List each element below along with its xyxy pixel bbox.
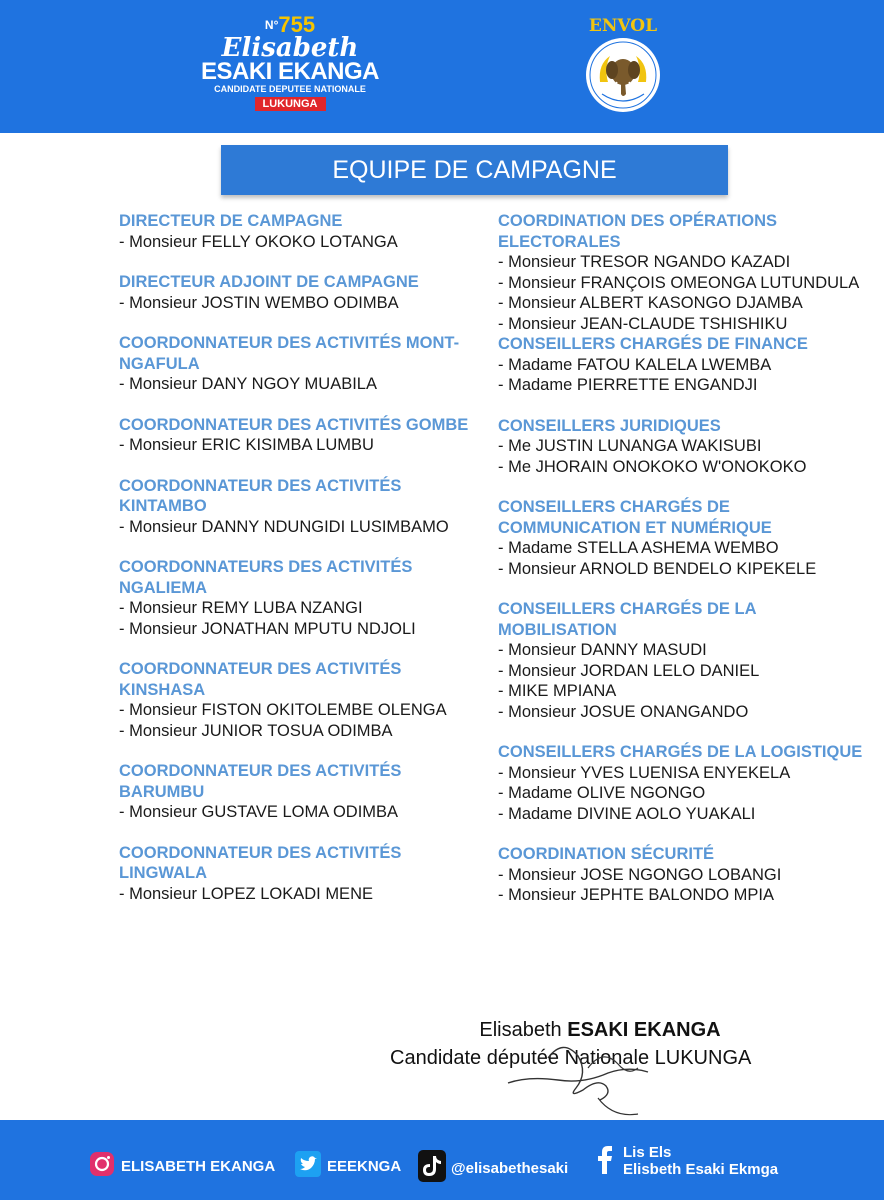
party-name: ENVOL	[588, 16, 658, 36]
member-name: - Madame STELLA ASHEMA WEMBO	[498, 539, 779, 557]
section-title: CONSEILLERS CHARGÉS DE COMMUNICATION ET NUMÉRIQUE	[498, 498, 772, 537]
instagram-icon	[88, 1150, 116, 1182]
signatory-role: Candidate députée Nationale LUKUNGA	[390, 1047, 752, 1069]
section-title: DIRECTEUR ADJOINT DE CAMPAGNE	[119, 273, 419, 291]
member-name: - Monsieur JOSUE ONANGANDO	[498, 702, 749, 721]
facebook-icon	[592, 1144, 618, 1178]
elephant-emblem-icon	[586, 38, 660, 112]
team-section	[498, 497, 868, 579]
section-title: CONSEILLERS CHARGÉS DE FINANCE	[498, 335, 808, 353]
twitter-link[interactable]: EEEKNGA	[294, 1150, 401, 1182]
constituency-badge: LUKUNGA	[255, 97, 326, 111]
member-name: - Monsieur JONATHAN MPUTU NDJOLI	[119, 619, 416, 638]
member-name: - Monsieur JUNIOR TOSUA ODIMBA	[119, 721, 393, 740]
member-name: - Madame PIERRETTE ENGANDJI	[498, 376, 758, 394]
team-section	[119, 761, 479, 823]
handwritten-signature	[488, 1028, 678, 1123]
team-section	[119, 843, 479, 905]
member-name: - MIKE MPIANA	[498, 682, 617, 700]
member-name: - Monsieur GUSTAVE LOMA ODIMBA	[119, 803, 399, 821]
header-banner	[0, 0, 884, 133]
section-title: CONSEILLERS JURIDIQUES	[498, 416, 721, 435]
party-logo	[578, 16, 668, 126]
member-name: - Monsieur JOSE NGONGO LOBANGI	[498, 865, 782, 884]
member-name: - Monsieur ERIC KISIMBA LUMBU	[119, 436, 374, 454]
page-title: EQUIPE DE CAMPAGNE	[221, 145, 728, 195]
team-section	[498, 844, 868, 906]
member-name: - Monsieur FELLY OKOKO LOTANGA	[119, 232, 398, 251]
section-title: COORDONNATEUR DES ACTIVITÉS GOMBE	[119, 415, 469, 434]
member-name: - Monsieur LOPEZ LOKADI MENE	[119, 884, 373, 903]
member-name: - Madame FATOU KALELA LWEMBA	[498, 355, 772, 374]
member-name: - Monsieur FISTON OKITOLEMBE OLENGA	[119, 701, 447, 719]
member-name: - Monsieur TRESOR NGANDO KAZADI	[498, 253, 791, 271]
facebook-link[interactable]: Lis Els Elisbeth Esaki Ekmga	[592, 1144, 778, 1178]
section-title: COORDONNATEUR DES ACTIVITÉS BARUMBU	[119, 762, 402, 801]
team-section	[498, 211, 868, 334]
team-section	[119, 211, 479, 252]
member-name: - Monsieur DANY NGOY MUABILA	[119, 375, 377, 393]
member-name: - Monsieur ARNOLD BENDELO KIPEKELE	[498, 559, 817, 578]
member-name: - Me JUSTIN LUNANGA WAKISUBI	[498, 437, 762, 455]
team-section	[498, 334, 868, 396]
team-section	[498, 599, 868, 722]
tiktok-link[interactable]: @elisabethesaki	[418, 1150, 568, 1186]
team-section	[498, 742, 868, 824]
member-name: - Monsieur DANNY NDUNGIDI LUSIMBAMO	[119, 517, 449, 536]
signatory-name: Elisabeth ESAKI EKANGA	[479, 1019, 721, 1041]
section-title: COORDINATION SÉCURITÉ	[498, 845, 715, 863]
member-name: - Monsieur JEAN-CLAUDE TSHISHIKU	[498, 314, 788, 333]
member-name: - Monsieur DANNY MASUDI	[498, 641, 707, 659]
member-name: - Monsieur JOSTIN WEMBO ODIMBA	[119, 293, 399, 312]
team-section	[119, 557, 479, 639]
section-title: CONSEILLERS CHARGÉS DE LA LOGISTIQUE	[498, 743, 863, 761]
member-name: - Madame OLIVE NGONGO	[498, 784, 706, 802]
tiktok-icon	[418, 1150, 446, 1186]
section-title: COORDONNATEURS DES ACTIVITÉS NGALIEMA	[119, 558, 413, 597]
member-name: - Monsieur JEPHTE BALONDO MPIA	[498, 886, 774, 904]
section-title: COORDONNATEUR DES ACTIVITÉS KINTAMBO	[119, 476, 402, 515]
candidate-last-name: ESAKI EKANGA	[200, 58, 380, 85]
section-title: COORDONNATEUR DES ACTIVITÉS LINGWALA	[119, 843, 402, 882]
team-section	[119, 333, 479, 395]
section-title: COORDINATION DES OPÉRATIONS ELECTORALES	[498, 212, 777, 251]
candidate-brand	[200, 14, 380, 112]
candidate-subtitle: CANDIDATE DEPUTEE NATIONALE	[214, 84, 366, 94]
team-section	[119, 272, 479, 313]
section-title: CONSEILLERS CHARGÉS DE LA MOBILISATION	[498, 600, 756, 639]
member-name: - Me JHORAIN ONOKOKO W'ONOKOKO	[498, 457, 807, 476]
team-section	[498, 416, 868, 478]
team-section	[119, 476, 479, 538]
member-name: - Monsieur REMY LUBA NZANGI	[119, 599, 363, 617]
right-column	[498, 211, 868, 906]
member-name: - Monsieur JORDAN LELO DANIEL	[498, 661, 760, 680]
candidate-number: $^{N^\circ}$755	[264, 12, 316, 37]
section-title: COORDONNATEUR DES ACTIVITÉS MONT-NGAFULA	[119, 334, 460, 373]
team-section	[119, 415, 479, 456]
instagram-link[interactable]: ELISABETH EKANGA	[88, 1150, 275, 1182]
member-name: - Madame DIVINE AOLO YUAKALI	[498, 804, 756, 823]
member-name: - Monsieur FRANÇOIS OMEONGA LUTUNDULA	[498, 273, 860, 292]
member-name: - Monsieur YVES LUENISA ENYEKELA	[498, 763, 791, 782]
footer-social-bar	[0, 1120, 884, 1200]
member-name: - Monsieur ALBERT KASONGO DJAMBA	[498, 294, 803, 312]
candidate-first-name: Elisabeth	[221, 33, 359, 63]
section-title: COORDONNATEUR DES ACTIVITÉS KINSHASA	[119, 660, 402, 699]
team-section	[119, 659, 479, 741]
section-title: DIRECTEUR DE CAMPAGNE	[119, 212, 343, 230]
twitter-icon	[294, 1150, 322, 1182]
left-column	[119, 211, 479, 904]
